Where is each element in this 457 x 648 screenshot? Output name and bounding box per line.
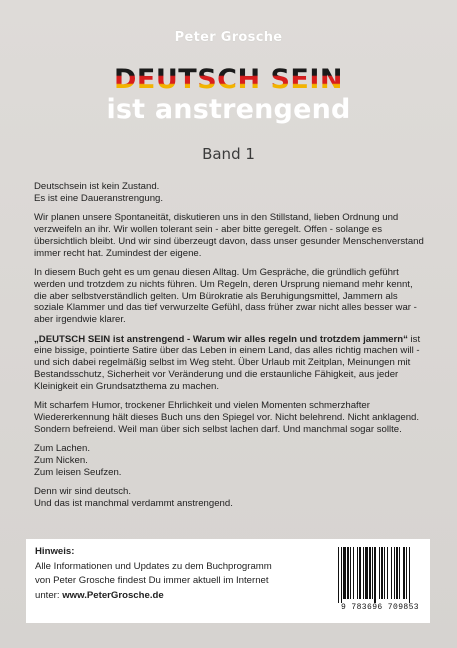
- barcode-bar: [374, 547, 376, 603]
- blurb-paragraph-5: Mit scharfem Humor, trockener Ehrlichkeit und vielen Momenten schmerzhafter Wiedererkennung hält dieses Buch uns den Spiegel vor. Nicht belehrend. Nicht anklagend. Sondern befreiend. Weil man über sich selbst lachen darf. Und manchmal sogar sollte.: [34, 400, 420, 435]
- barcode-bar: [396, 547, 398, 599]
- blurb-p4-rest: ist eine bissige, pointierte Satire über das Leben in einem Land, das alles richtig machen will - und sich dabei regelmäßig selbst im Weg steht. Über Urlaub mit Zeitplan, Meinungen mit Bestandsschutz, Sicherheit vor Veränderung und die erstaunliche Fähigkeit, aus jeder Kleinigkeit ein Grundsatzthema zu machen.: [34, 333, 421, 392]
- info-line-1: Alle Informationen und Updates zu dem Buchprogramm: [35, 560, 272, 572]
- barcode-bar: [343, 547, 346, 599]
- barcode-bar: [347, 547, 349, 599]
- info-line-3-prefix: unter:: [35, 589, 63, 601]
- barcode-bar: [409, 547, 410, 603]
- barcode-bar: [399, 547, 400, 599]
- blurb-p7-line1: Denn wir sind deutsch.: [34, 486, 132, 498]
- info-heading: Hinweis:: [35, 546, 75, 557]
- volume-label: Band 1: [202, 145, 255, 163]
- barcode-bars: [337, 547, 423, 603]
- barcode-bar: [391, 547, 392, 599]
- barcode-bar: [406, 547, 407, 599]
- blurb-p1-line2: Es ist eine Daueranstrengung.: [34, 192, 164, 204]
- blurb-paragraph-6: [34, 443, 426, 478]
- blurb-p1-line1: Deutschsein ist kein Zustand.: [34, 181, 160, 192]
- website-link[interactable]: www.PeterGrosche.de: [62, 589, 164, 601]
- blurb-p7-line2: Und das ist manchmal verdammt anstrengend.: [34, 498, 233, 510]
- blurb-p6-line2: Zum Nicken.: [34, 455, 88, 467]
- barcode-bar: [365, 547, 368, 599]
- info-text: [35, 545, 331, 603]
- barcode-bar: [357, 547, 358, 599]
- barcode-bar: [353, 547, 354, 599]
- barcode-bar: [341, 547, 342, 603]
- barcode-bar: [369, 547, 371, 599]
- blurb-paragraph-1: [34, 181, 426, 204]
- blurb-p4-bold-title: „DEUTSCH SEIN ist anstrengend - Warum wir alles regeln und trotzdem jammern“: [34, 333, 408, 345]
- barcode-bar: [387, 547, 388, 599]
- barcode-bar: [359, 547, 361, 599]
- barcode-bar: [379, 547, 380, 599]
- barcode-bar: [403, 547, 405, 599]
- title-line-2: ist anstrengend: [106, 94, 351, 125]
- barcode-bar: [372, 547, 373, 599]
- blurb-text: [34, 181, 426, 518]
- blurb-paragraph-4: [34, 334, 426, 393]
- author-name: Peter Grosche: [174, 30, 283, 45]
- barcode-bar: [381, 547, 383, 599]
- blurb-paragraph-3: In diesem Buch geht es um genau diesen Alltag. Um Gespräche, die gründlich geführt werden und trotzdem zu nichts führen. Um Regeln, deren Ursprung niemand mehr kennt, die aber selbstverständlich gelten. Um Bürokratie als Beruhigungsmittel, Jammern als soziale Klammer und das tief verwurzelte Gefühl, dass früher zwar nicht alles besser war - aber irgendwie klarer.: [34, 267, 417, 326]
- barcode-bar: [394, 547, 395, 599]
- info-box: [26, 539, 430, 623]
- isbn-number: 9 783696 709853: [340, 603, 419, 612]
- blurb-paragraph-7: [34, 486, 426, 509]
- barcode-bar: [350, 547, 351, 599]
- info-line-2: von Peter Grosche findest Du immer aktuell im Internet: [35, 575, 269, 586]
- barcode-bar: [384, 547, 385, 599]
- barcode-bar: [363, 547, 364, 599]
- blurb-paragraph-2: Wir planen unsere Spontaneität, diskutieren uns in den Stillstand, lieben Ordnung und verzweifeln an ihr. Wir wollen tolerant sein - aber bitte geregelt. Offen - solange es übersichtlich bleibt. Und wir sind überzeugt davon, dass unser gesunder Menschenverstand immer recht hat. Zumindest der eigene.: [34, 212, 424, 259]
- title-line-1: DEUTSCH SEIN: [0, 64, 457, 95]
- blurb-p6-line3: Zum leisen Seufzen.: [34, 466, 122, 478]
- barcode-bar: [338, 547, 339, 603]
- info-line-3: [35, 589, 331, 604]
- blurb-p6-line1: Zum Lachen.: [34, 443, 90, 455]
